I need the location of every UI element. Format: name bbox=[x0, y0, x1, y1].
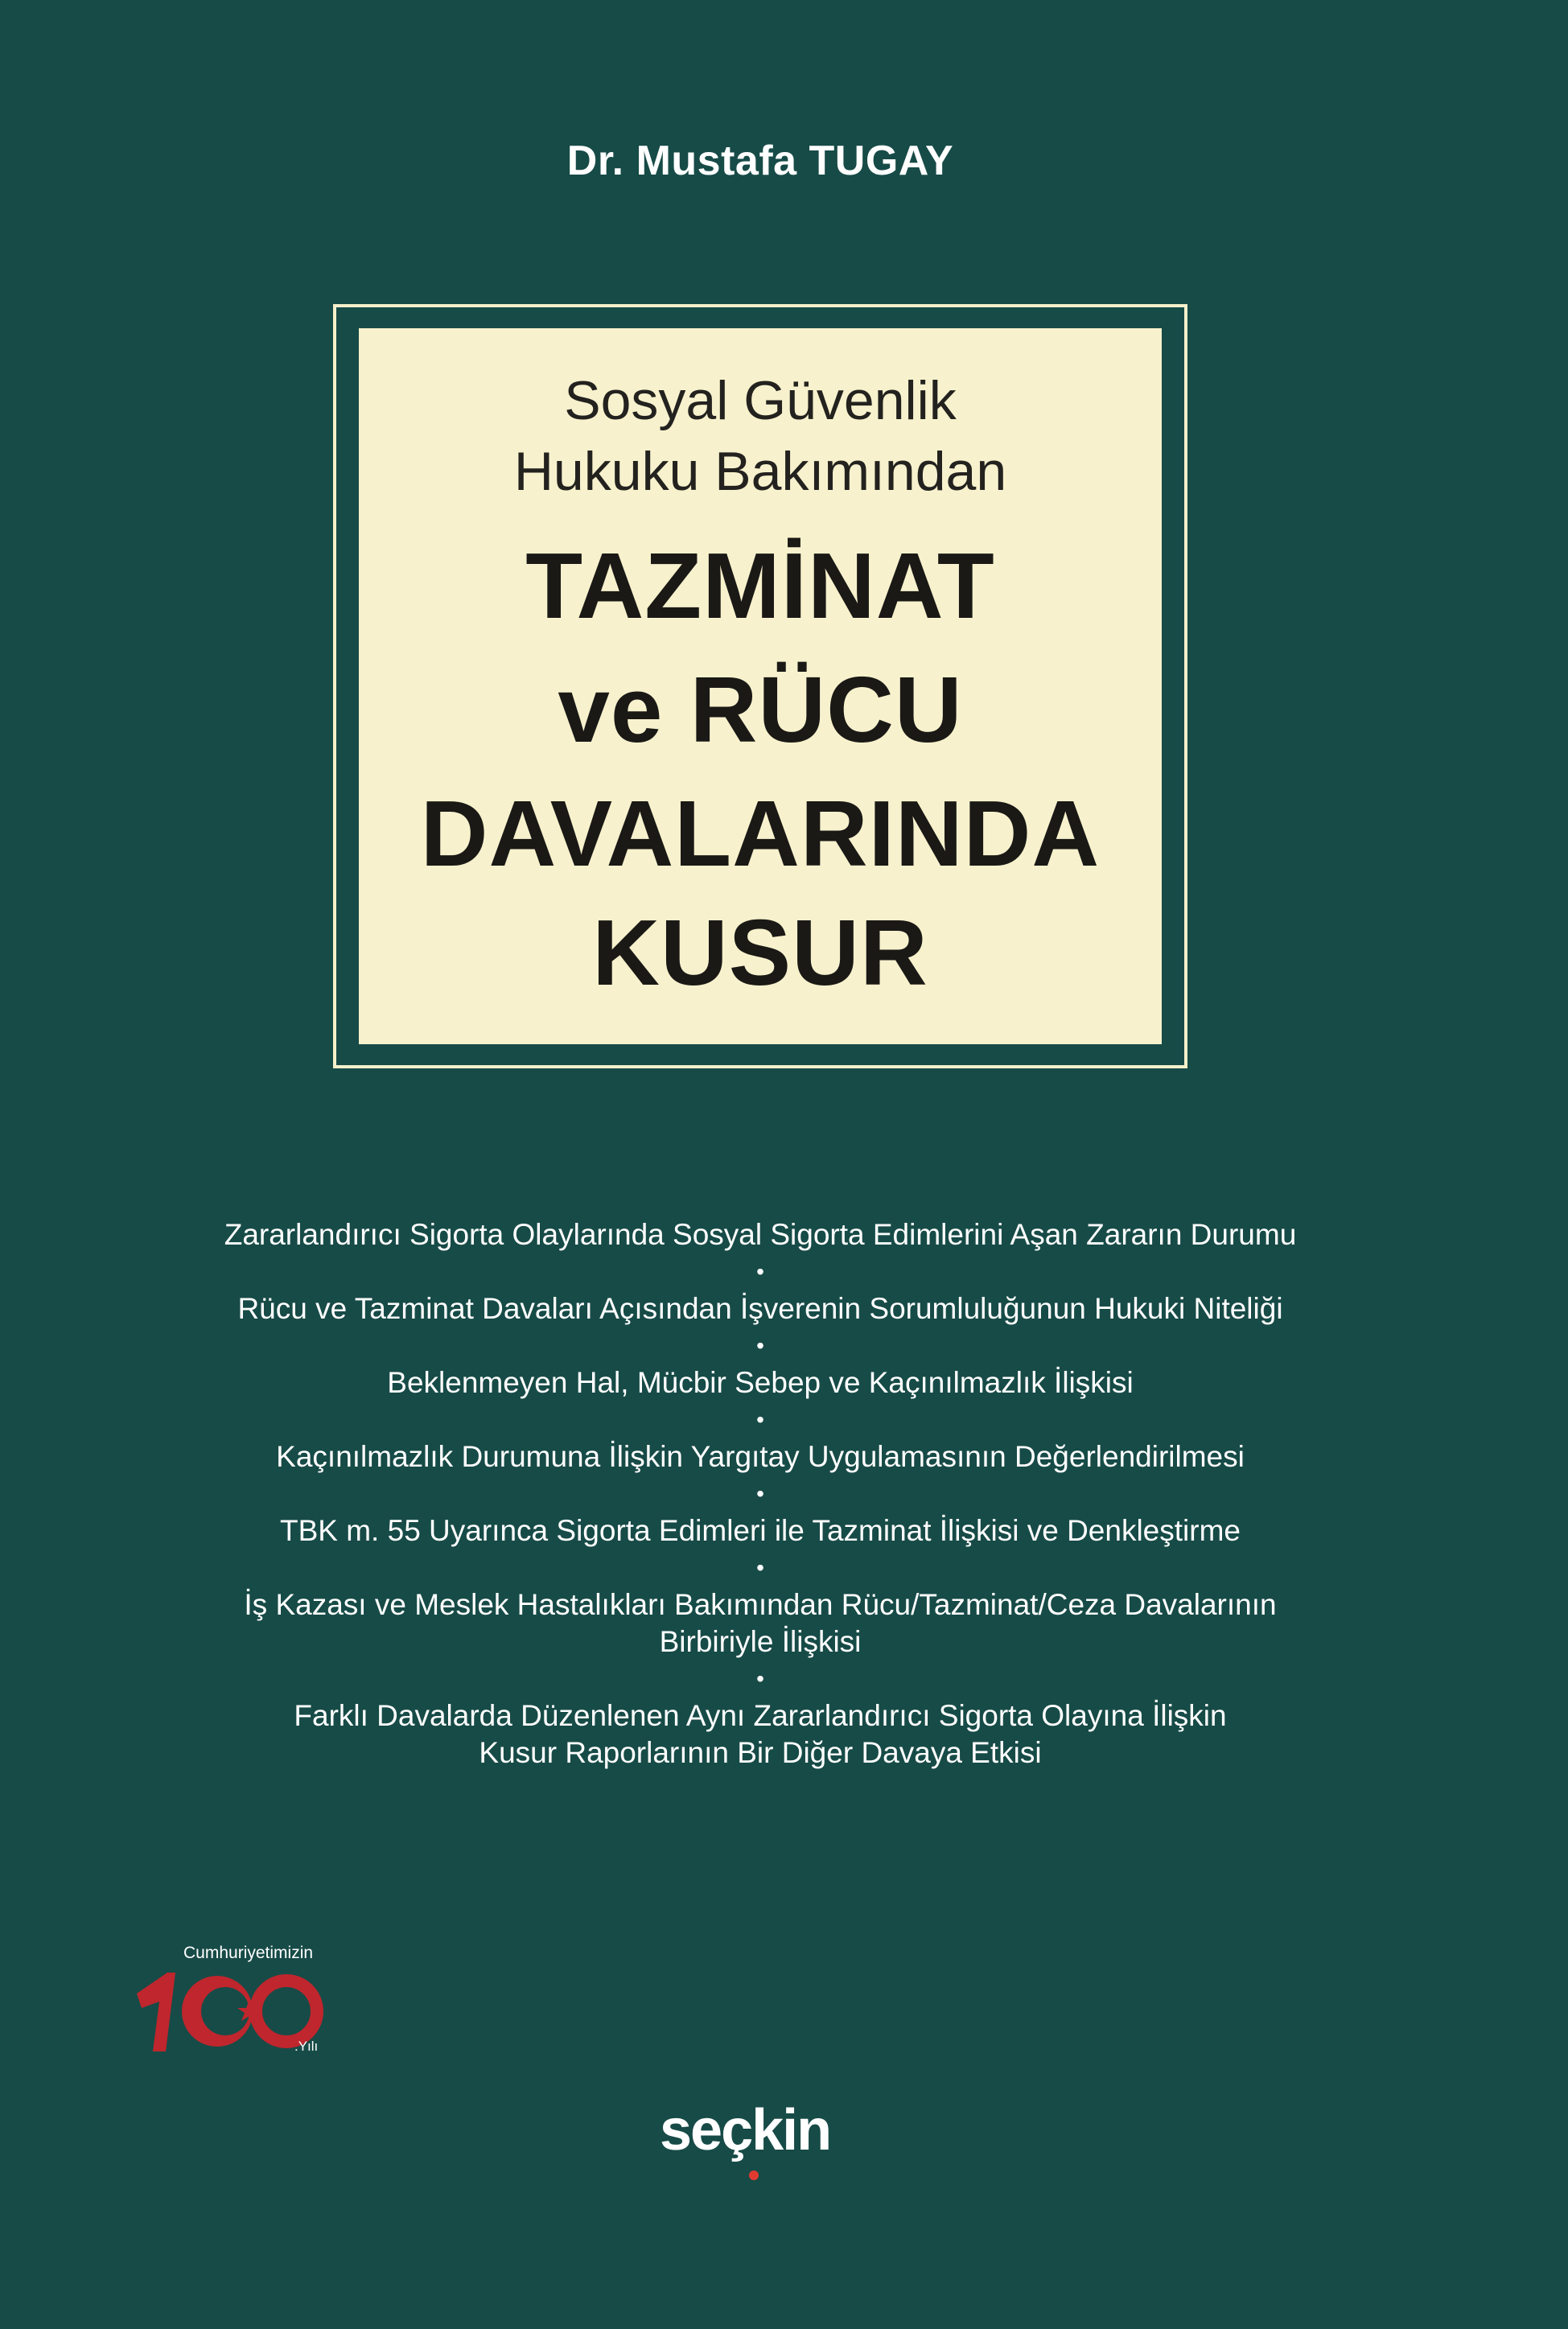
bullet-separator: • bbox=[756, 1407, 764, 1432]
bullet-separator: • bbox=[756, 1481, 764, 1506]
publisher-name: seçkin bbox=[660, 2098, 831, 2162]
publisher-logo bbox=[660, 2098, 853, 2190]
bullet-separator: • bbox=[756, 1259, 764, 1284]
topic-list bbox=[161, 1216, 1360, 1771]
topic-item-1: Zararlandırıcı Sigorta Olaylarında Sosyal Sigorta Edimlerini Aşan Zararın Durumu bbox=[224, 1218, 1297, 1251]
subtitle-line-1: Sosyal Güvenlik bbox=[564, 370, 957, 431]
bullet-separator: • bbox=[756, 1555, 764, 1580]
topic-item-2: Rücu ve Tazminat Davaları Açısından İşverenin Sorumluluğunun Hukuki Niteliği bbox=[237, 1292, 1283, 1325]
bullet-separator: • bbox=[756, 1333, 764, 1358]
topic-item-4: Kaçınılmazlık Durumuna İlişkin Yargıtay Uygulamasının Değerlendirilmesi bbox=[276, 1440, 1245, 1473]
topic-item-3: Beklenmeyen Hal, Mücbir Sebep ve Kaçınılmazlık İlişkisi bbox=[387, 1366, 1134, 1399]
publisher-dot-icon bbox=[749, 2171, 759, 2180]
topic-item-6-line-2: Birbiriyle İlişkisi bbox=[659, 1625, 862, 1658]
title-line-4: KUSUR bbox=[592, 900, 928, 1005]
bullet-separator: • bbox=[756, 1666, 764, 1691]
badge-bottom-text: .Yılı bbox=[294, 2039, 319, 2054]
title-line-2: ve RÜCU bbox=[558, 657, 963, 762]
badge-top-text: Cumhuriyetimizin bbox=[183, 1944, 314, 1962]
subtitle-line-2: Hukuku Bakımından bbox=[513, 441, 1007, 502]
topic-item-5: TBK m. 55 Uyarınca Sigorta Edimleri ile Tazminat İlişkisi ve Denkleştirme bbox=[280, 1514, 1241, 1547]
topic-item-6-line-1: İş Kazası ve Meslek Hastalıkları Bakımından Rücu/Tazminat/Ceza Davalarının bbox=[244, 1588, 1277, 1621]
title-line-3: DAVALARINDA bbox=[420, 781, 1101, 886]
republic-100-year-logo bbox=[129, 1939, 338, 2068]
title-panel bbox=[359, 328, 1162, 1044]
topic-item-7-line-1: Farklı Davalarda Düzenlenen Aynı Zararlandırıcı Sigorta Olayına İlişkin bbox=[294, 1699, 1227, 1732]
author-name: Dr. Mustafa TUGAY bbox=[566, 138, 954, 184]
topic-item-7-line-2: Kusur Raporlarının Bir Diğer Davaya Etkisi bbox=[479, 1736, 1042, 1769]
title-line-1: TAZMİNAT bbox=[525, 533, 995, 638]
